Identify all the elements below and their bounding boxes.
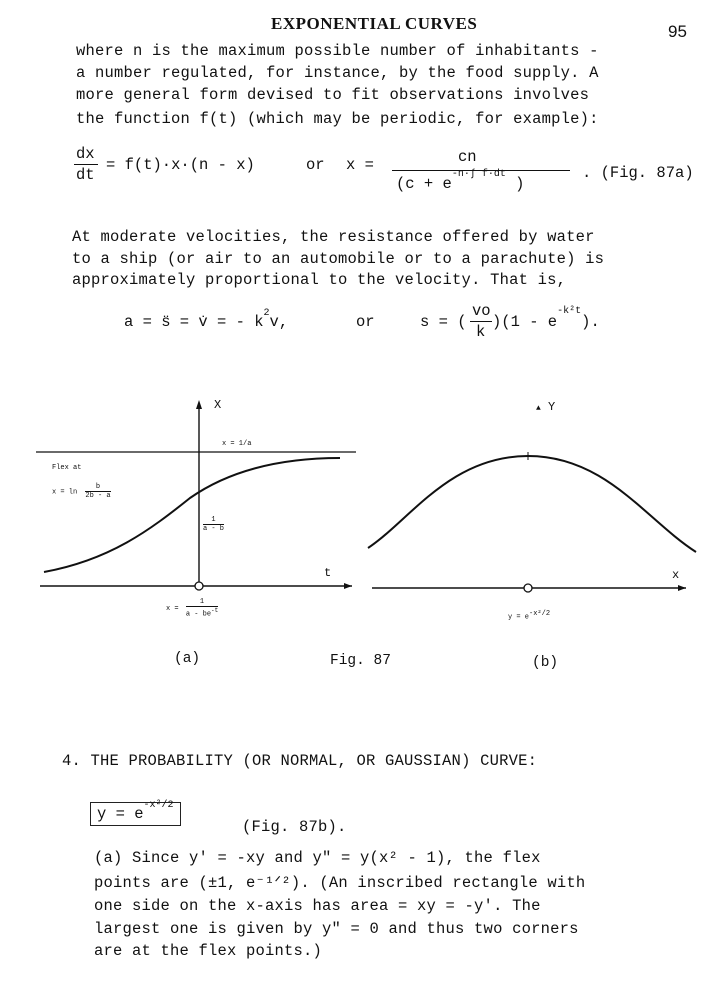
paragraph-line: points are (±1, e⁻¹ᐟ²). (An inscribed rectangle with <box>94 874 586 892</box>
fig-a-flex-label: Flex at <box>52 464 82 472</box>
caption-a: (a) <box>174 651 201 667</box>
eq2-s-eq: s = ( <box>420 313 467 331</box>
fig-b-formula: $y = e^{-x^2/2}$ <box>508 610 551 622</box>
fig-b-x-label: x <box>672 568 680 582</box>
paragraph-line: to a ship (or air to an automobile or to a parachute) is <box>72 250 605 268</box>
page-title: EXPONENTIAL CURVES <box>271 14 478 33</box>
paragraph-line: where n is the maximum possible number of inhabitants - <box>76 42 599 60</box>
eq1-dx: dx <box>76 145 95 163</box>
fig-a-asymptote-label: x = 1/a <box>222 440 252 448</box>
section-heading: 4. THE PROBABILITY (OR NORMAL, OR GAUSSIAN) CURVE: <box>62 752 538 770</box>
fig-a-x-label: X <box>214 398 222 412</box>
fig-a-flex-formula: x = ln $\frac{b}{2b - a}$ <box>52 483 111 500</box>
boxed-formula: $y = e^{-x^2/2}$ <box>90 802 181 826</box>
fig-b-bell-curve <box>368 456 696 552</box>
caption-figure: Fig. 87 <box>330 653 391 669</box>
fig-b-origin <box>524 584 532 592</box>
eq1-dt: dt <box>76 166 95 184</box>
fig-a-t-arrow <box>344 583 352 589</box>
paragraph-line: a number regulated, for instance, by the food supply. A <box>76 64 599 82</box>
fig-a-t-label: t <box>324 566 332 580</box>
eq1-denominator: ($c + e^{-n\cdot\int f\cdot dt}$ ) <box>396 169 525 194</box>
eq2-frac-den: k <box>476 323 486 341</box>
paragraph-line: more general form devised to fit observations involves <box>76 86 590 104</box>
fig-a-logistic-curve <box>44 458 340 572</box>
paragraph-line: (a) Since y' = -xy and y" = y(x² - 1), the flex <box>94 849 541 867</box>
paragraph-line: one side on the x-axis has area = xy = -y'. The <box>94 897 541 915</box>
paragraph-line: approximately proportional to the velocity. That is, <box>72 271 567 289</box>
paragraph-line: At moderate velocities, the resistance offered by water <box>72 228 595 246</box>
caption-b: (b) <box>532 655 559 671</box>
fig-a-x-arrow <box>196 400 202 409</box>
paragraph-line: the function f(t) (which may be periodic, for example): <box>76 110 599 128</box>
eq1-rhs: = f(t)·x·(n - x) <box>106 156 255 174</box>
fig-b-x-arrow <box>678 585 686 591</box>
eq2-right: )$(1 - e^{-k^2t})$. <box>492 306 600 332</box>
page-number: 95 <box>668 22 687 41</box>
eq2-or: or <box>356 313 375 331</box>
boxed-formula-ref: (Fig. 87b). <box>242 818 347 836</box>
paragraph-line: are at the flex points.) <box>94 942 323 960</box>
paragraph-line: largest one is given by y" = 0 and thus two corners <box>94 920 579 938</box>
fig-a-bottom-formula: x = $\frac{1}{a - be^{-t}}$ <box>166 598 219 619</box>
fig-a-mid-fraction: 1 a - b <box>203 516 225 533</box>
eq2-left: a = s̈ = v̇ = - $k^2v$, <box>124 308 289 332</box>
eq1-x-eq: x = <box>346 156 374 174</box>
eq1-fig-ref: . (Fig. 87a) <box>582 164 694 182</box>
fig-b-y-label: ▲ Y <box>536 400 556 414</box>
eq1-or: or <box>306 156 325 174</box>
fig-a-origin <box>195 582 203 590</box>
eq1-numerator: cn <box>458 148 477 166</box>
eq2-frac-num: vo <box>472 302 491 320</box>
